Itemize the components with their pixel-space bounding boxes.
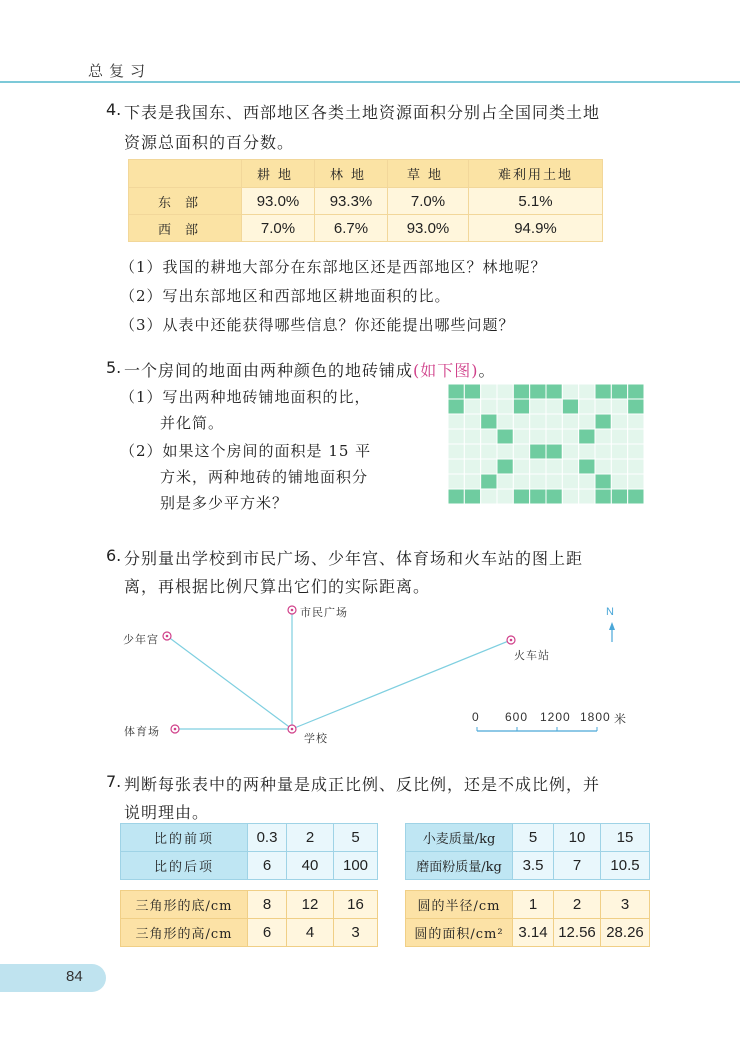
table-row — [406, 919, 650, 947]
table-cell: 6 — [248, 919, 287, 947]
q7-table-circle — [405, 890, 650, 947]
table-cell: 16 — [334, 891, 378, 919]
page-number: 84 — [66, 968, 83, 985]
q4-sub2: （2）写出东部地区和西部地区耕地面积的比。 — [120, 287, 451, 305]
table-row — [121, 852, 378, 880]
route-line-palace — [167, 636, 292, 729]
q5-sub1-line2: 并化简。 — [160, 414, 225, 432]
q5-text-end: 。 — [478, 361, 496, 380]
q7-table-ratio — [120, 823, 378, 880]
north-label: N — [606, 606, 615, 618]
map-label-plaza: 市民广场 — [300, 606, 348, 619]
table-row-header: 比的后项 — [121, 852, 248, 880]
table-header-cell: 耕地 — [242, 160, 315, 188]
table-cell: 5 — [513, 824, 554, 852]
table-cell: 6.7% — [315, 215, 388, 242]
table-row — [121, 891, 378, 919]
map-label-palace: 少年宫 — [123, 633, 159, 646]
table-cell: 3 — [334, 919, 378, 947]
table-row — [406, 824, 650, 852]
table-cell: 28.26 — [601, 919, 650, 947]
page-number-tab — [0, 964, 106, 992]
table-cell: 93.0% — [242, 188, 315, 215]
table-cell: 7 — [554, 852, 601, 880]
table-cell: 3.14 — [513, 919, 554, 947]
table-row-header: 西部 — [129, 215, 242, 242]
table-row — [121, 824, 378, 852]
table-cell: 100 — [334, 852, 378, 880]
table-cell: 10.5 — [601, 852, 650, 880]
table-cell: 7.0% — [242, 215, 315, 242]
q5-number: 5. — [106, 358, 122, 377]
table-cell: 15 — [601, 824, 650, 852]
q5-sub2-line1: （2）如果这个房间的面积是 15 平 — [120, 442, 372, 460]
table-cell: 94.9% — [469, 215, 603, 242]
table-row-header: 三角形的底/cm — [121, 891, 248, 919]
q7-text-line1: 判断每张表中的两种量是成正比例、反比例，还是不成比例，并 — [124, 775, 601, 794]
q6-number: 6. — [106, 546, 122, 565]
table-cell: 3.5 — [513, 852, 554, 880]
q5-sub2-line2: 方米，两种地砖的铺地面积分 — [160, 468, 369, 486]
map-label-stadium: 体育场 — [124, 725, 160, 738]
table-cell: 7.0% — [388, 188, 469, 215]
q4-sub3: （3）从表中还能获得哪些信息？你还能提出哪些问题？ — [120, 316, 515, 334]
q5-text-highlight: (如下图) — [413, 361, 479, 380]
table-cell: 0.3 — [248, 824, 287, 852]
table-cell: 40 — [287, 852, 334, 880]
table-header-cell: 草地 — [388, 160, 469, 188]
table-cell: 5 — [334, 824, 378, 852]
table-header-cell: 难利用土地 — [469, 160, 603, 188]
table-cell: 2 — [554, 891, 601, 919]
q7-table-triangle — [120, 890, 378, 947]
table-cell: 3 — [601, 891, 650, 919]
table-row-header: 三角形的高/cm — [121, 919, 248, 947]
table-cell: 93.3% — [315, 188, 388, 215]
page-header-title: 总复习 — [88, 62, 152, 80]
table-row-header: 圆的半径/cm — [406, 891, 513, 919]
table-cell: 5.1% — [469, 188, 603, 215]
table-cell: 12.56 — [554, 919, 601, 947]
q7-table-wheat — [405, 823, 650, 880]
map-label-school: 学校 — [304, 732, 328, 745]
table-row-header: 圆的面积/cm² — [406, 919, 513, 947]
table-row-header: 小麦质量/kg — [406, 824, 513, 852]
map-label-station: 火车站 — [514, 649, 550, 662]
table-cell: 12 — [287, 891, 334, 919]
table-cell: 4 — [287, 919, 334, 947]
table-row-header: 东部 — [129, 188, 242, 215]
table-cell: 8 — [248, 891, 287, 919]
q5-sub2-line3: 别是多少平方米？ — [160, 494, 289, 512]
q5-sub1-line1: （1）写出两种地砖铺地面积的比， — [120, 388, 371, 406]
q6-text-line2: 离，再根据比例尺算出它们的实际距离。 — [124, 577, 431, 596]
q7-text-line2: 说明理由。 — [124, 803, 210, 822]
scale-tick-label: 1200 — [540, 710, 571, 724]
table-cell: 1 — [513, 891, 554, 919]
table-row-header: 磨面粉质量/kg — [406, 852, 513, 880]
table-header-cell: 林地 — [315, 160, 388, 188]
table-cell: 93.0% — [388, 215, 469, 242]
q4-text-line2: 资源总面积的百分数。 — [124, 133, 295, 152]
q7-number: 7. — [106, 772, 122, 791]
table-cell: 10 — [554, 824, 601, 852]
scale-tick-label: 600 — [505, 710, 529, 724]
table-row — [406, 852, 650, 880]
table-row — [406, 891, 650, 919]
table-row-header: 比的前项 — [121, 824, 248, 852]
table-row — [121, 919, 378, 947]
scale-tick-label: 0 — [472, 710, 480, 724]
q6-text-line1: 分别量出学校到市民广场、少年宫、体育场和火车站的图上距 — [124, 549, 584, 568]
scale-tick-label: 1800 — [580, 710, 611, 724]
table-cell: 2 — [287, 824, 334, 852]
table-cell: 6 — [248, 852, 287, 880]
q5-text-main: 一个房间的地面由两种颜色的地砖铺成 — [124, 361, 414, 380]
q4-number: 4. — [106, 100, 122, 119]
scale-unit-label: 米 — [614, 712, 628, 726]
q4-text-line1: 下表是我国东、西部地区各类土地资源面积分别占全国同类土地 — [124, 103, 601, 122]
q4-sub1: （1）我国的耕地大部分在东部地区还是西部地区？林地呢？ — [120, 258, 547, 276]
